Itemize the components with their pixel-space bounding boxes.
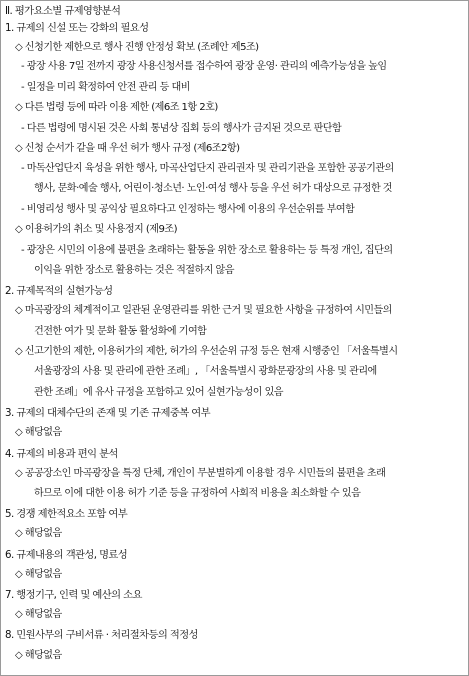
bullet-item-continued: 하므로 이에 대한 이용 허가 기준 등을 규정하여 사회적 비용을 최소화할 수 있음	[34, 488, 361, 499]
bullet-item-continued: 관한 조례」에 유사 규정을 포함하고 있어 실현가능성이 있음	[34, 387, 283, 398]
bullet-item-not-applicable: ◇ 해당없음	[15, 528, 62, 539]
heading-1-necessity: 1. 규제의 신설 또는 강화의 필요성	[5, 22, 149, 34]
bullet-item-continued: 건전한 여가 및 문화 활동 활성화에 기여함	[34, 326, 207, 337]
section-heading-evaluation: Ⅱ. 평가요소별 규제영향분석	[5, 5, 121, 17]
dash-item: - 마독산업단지 육성을 위한 행사, 마곡산업단지 관리권자 및 관리기관을 포함한 공공기관의	[21, 163, 394, 174]
dash-item: - 다른 법령에 명시된 것은 사회 통념상 집회 등의 행사가 금지된 것으로 판단함	[21, 123, 342, 134]
dash-item: - 비영리성 행사 및 공익상 필요하다고 인정하는 행사에 이용의 우선순위를 부여함	[21, 204, 355, 215]
heading-2-feasibility: 2. 규제목적의 실현가능성	[5, 285, 113, 297]
bullet-item-not-applicable: ◇ 해당없음	[15, 569, 62, 580]
heading-7-administration: 7. 행정기구, 인력 및 예산의 소요	[5, 589, 142, 601]
dash-item-continued: 이익을 위한 장소로 활용하는 것은 적절하지 않음	[34, 265, 234, 276]
dash-item: - 광장 사용 7일 전까지 광장 사용신청서를 접수하여 광장 운영· 관리의 예측가능성을 높임	[21, 61, 387, 72]
bullet-item-not-applicable: ◇ 해당없음	[15, 609, 62, 620]
heading-8-civil-affairs: 8. 민원사무의 구비서류 · 처리절차등의 적정성	[5, 629, 198, 641]
bullet-item: ◇ 신청 순서가 같을 때 우선 허가 행사 규정 (제6조2항)	[15, 143, 240, 154]
bullet-item-not-applicable: ◇ 해당없음	[15, 427, 62, 438]
bullet-item: ◇ 공공장소인 마곡광장을 특정 단체, 개인이 무분별하게 이용할 경우 시민들의 불편을 초래	[15, 468, 386, 479]
bullet-item: ◇ 마곡광장의 체계적이고 일관된 운영관리를 위한 근거 및 필요한 사항을 규정하여 시민들의	[15, 305, 392, 316]
bullet-item-not-applicable: ◇ 해당없음	[15, 650, 62, 661]
bullet-item-continued: 서울광장의 사용 및 관리에 관한 조례」, 「서울특별시 광화문광장의 사용 및 관리에	[34, 366, 377, 377]
dash-item: - 광장은 시민의 이용에 불편을 초래하는 활동을 위한 장소로 활용하는 등 특정 개인, 집단의	[21, 245, 393, 256]
heading-3-alternatives: 3. 규제의 대체수단의 존재 및 기존 규제중복 여부	[5, 407, 210, 419]
heading-5-competition: 5. 경쟁 제한적요소 포함 여부	[5, 508, 128, 520]
heading-6-objectivity: 6. 규제내용의 객관성, 명료성	[5, 549, 128, 561]
bullet-item: ◇ 이용허가의 취소 및 사용정지 (제9조)	[15, 224, 177, 235]
heading-4-cost-benefit: 4. 규제의 비용과 편익 분석	[5, 448, 118, 460]
dash-item: - 일정을 미리 확정하여 안전 관리 등 대비	[21, 82, 190, 93]
bullet-item: ◇ 신고기한의 제한, 이용허가의 제한, 허가의 우선순위 규정 등은 현재 시행중인 「서울특별시	[15, 346, 398, 357]
dash-item-continued: 행사, 문화·예술 행사, 어린이·청소년· 노인·여성 행사 등을 우선 허가 대상으로 규정한 것	[34, 183, 393, 194]
bullet-item: ◇ 다른 법령 등에 따라 이용 제한 (제6조 1항 2호)	[15, 102, 218, 113]
bullet-item: ◇ 신청기한 제한으로 행사 진행 안정성 확보 (조례안 제5조)	[15, 42, 259, 53]
